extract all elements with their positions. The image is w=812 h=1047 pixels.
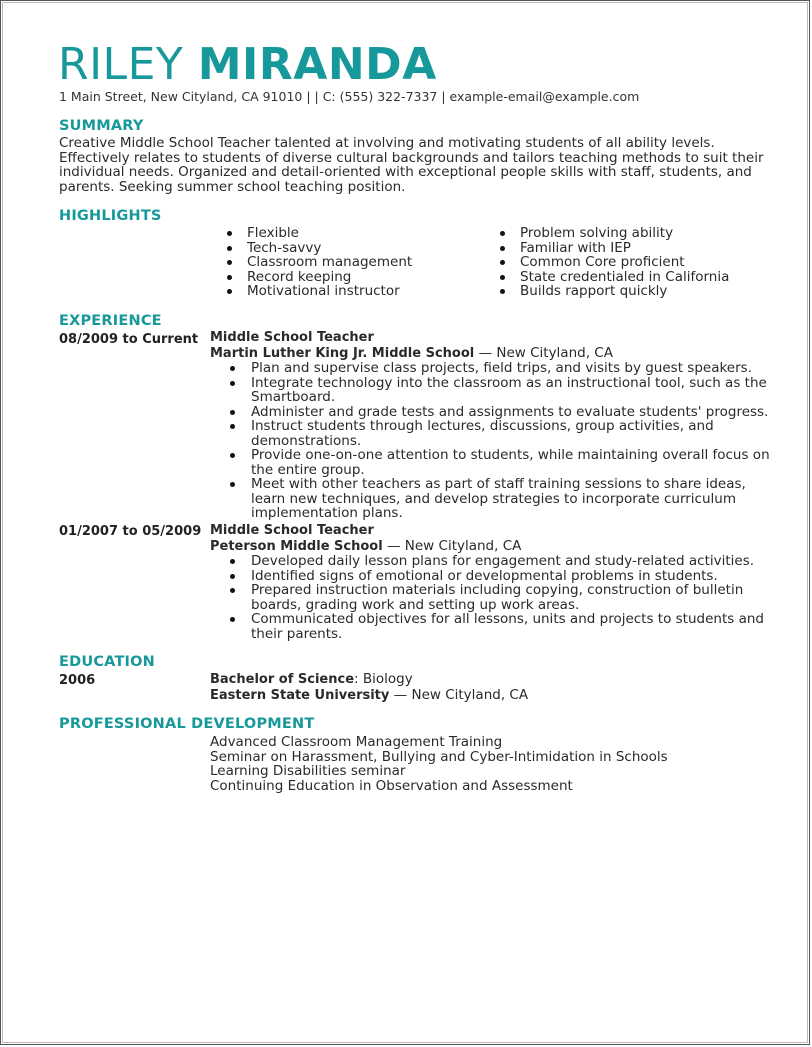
duty-line: Identified signs of emotional or developmental problems in students. xyxy=(251,567,718,584)
pd-item: Continuing Education in Observation and Assessment xyxy=(210,777,573,794)
job-duties xyxy=(210,361,770,521)
duty-item xyxy=(210,477,770,521)
degree: Bachelor of Science xyxy=(210,672,355,687)
job-dates: 08/2009 to Current xyxy=(59,332,199,347)
duty-line: Provide one-on-one attention to students, while maintaining overall focus on xyxy=(251,447,770,463)
employer-name: Peterson Middle School xyxy=(210,538,383,554)
field-of-study: Biology xyxy=(362,671,413,687)
contact-line: 1 Main Street, New Cityland, CA 91010 | | C: (555) 322-7337 | example-email@example.com xyxy=(59,89,640,104)
duty-line: Instruct students through lectures, discussions, group activities, and xyxy=(251,418,714,434)
degree-line: Bachelor of Science: Biology xyxy=(210,671,413,687)
highlight-item: Record keeping xyxy=(223,270,412,285)
duty-line: their parents. xyxy=(251,625,343,642)
duty-item xyxy=(210,361,770,376)
duty-item xyxy=(210,569,770,584)
job-title: Middle School Teacher xyxy=(210,523,374,538)
education-heading: EDUCATION xyxy=(59,654,156,670)
experience-heading: EXPERIENCE xyxy=(59,313,162,329)
duty-line: Meet with other teachers as part of staff training sessions to share ideas, xyxy=(251,476,746,492)
last-name: MIRANDA xyxy=(197,39,437,90)
duty-item xyxy=(210,583,770,612)
duty-line: Administer and grade tests and assignments to evaluate students' progress. xyxy=(251,403,769,420)
school-name: Eastern State University xyxy=(210,687,390,703)
highlight-item: Familiar with IEP xyxy=(496,241,729,256)
em-dash: — xyxy=(386,537,401,554)
employer-location: New Cityland, CA xyxy=(404,537,522,554)
duty-line: Plan and supervise class projects, field trips, and visits by guest speakers. xyxy=(251,360,752,376)
job-entry xyxy=(210,331,770,521)
duty-line: Prepared instruction materials including copying, construction of bulletin xyxy=(251,582,744,598)
highlight-item: Motivational instructor xyxy=(223,284,412,299)
pd-item: Seminar on Harassment, Bullying and Cyber-Intimidation in Schools xyxy=(210,748,668,765)
education-year: 2006 xyxy=(59,673,96,688)
duty-item xyxy=(210,419,770,448)
candidate-name xyxy=(58,39,437,91)
summary-line: Creative Middle School Teacher talented at involving and motivating students of all ability levels. xyxy=(59,135,715,151)
duty-line: learn new techniques, and develop strategies to incorporate curriculum xyxy=(251,490,736,507)
highlight-item: Common Core proficient xyxy=(496,255,729,270)
duty-line: Smartboard. xyxy=(251,389,336,405)
job-duties xyxy=(210,554,770,641)
highlight-item: Classroom management xyxy=(223,255,412,270)
summary-text xyxy=(59,135,764,195)
highlight-item: State credentialed in California xyxy=(496,270,729,285)
em-dash: — xyxy=(393,686,408,703)
professional-development-heading: PROFESSIONAL DEVELOPMENT xyxy=(59,716,315,732)
summary-line: Effectively relates to students of diverse cultural backgrounds and tailors teaching methods to suit their xyxy=(59,149,764,166)
highlights-heading: HIGHLIGHTS xyxy=(59,208,162,224)
duty-line: Communicated objectives for all lessons, units and projects to students and xyxy=(251,611,764,627)
highlights-right-list xyxy=(496,226,729,299)
duty-line: boards, grading work and setting up work areas. xyxy=(251,596,580,613)
job-employer-line xyxy=(210,346,770,362)
duty-item xyxy=(210,405,770,420)
duty-line: demonstrations. xyxy=(251,432,362,449)
highlight-item: Problem solving ability xyxy=(496,226,729,241)
summary-line: parents. Seeking summer school teaching position. xyxy=(59,178,406,195)
summary-line: individual needs. Organized and detail-oriented with exceptional people skills with staff, students, and xyxy=(59,164,752,181)
duty-item xyxy=(210,554,770,569)
job-title: Middle School Teacher xyxy=(210,330,374,345)
duty-line: Integrate technology into the classroom as an instructional tool, such as the xyxy=(251,374,767,391)
pd-item: Advanced Classroom Management Training xyxy=(210,734,503,750)
summary-heading: SUMMARY xyxy=(59,118,144,134)
highlight-item: Tech-savvy xyxy=(223,241,412,256)
job-entry xyxy=(210,524,770,641)
professional-development-list xyxy=(210,735,668,793)
highlight-item: Builds rapport quickly xyxy=(496,284,729,299)
duty-item xyxy=(210,448,770,477)
education-entry xyxy=(210,672,770,703)
employer-name: Martin Luther King Jr. Middle School xyxy=(210,345,475,361)
pd-item: Learning Disabilities seminar xyxy=(210,763,406,779)
duty-line: the entire group. xyxy=(251,461,365,478)
school-line xyxy=(210,688,770,704)
first-name: RILEY xyxy=(58,39,184,90)
highlight-item: Flexible xyxy=(223,226,412,241)
job-dates: 01/2007 to 05/2009 xyxy=(59,524,202,539)
duty-line: Developed daily lesson plans for engagement and study-related activities. xyxy=(251,553,755,569)
duty-item xyxy=(210,612,770,641)
em-dash: — xyxy=(478,344,493,361)
employer-location: New Cityland, CA xyxy=(496,344,613,361)
duty-line: implementation plans. xyxy=(251,505,403,521)
duty-item xyxy=(210,376,770,405)
job-employer-line xyxy=(210,539,770,555)
highlights-left-list xyxy=(223,226,412,299)
school-location: New Cityland, CA xyxy=(411,686,529,703)
